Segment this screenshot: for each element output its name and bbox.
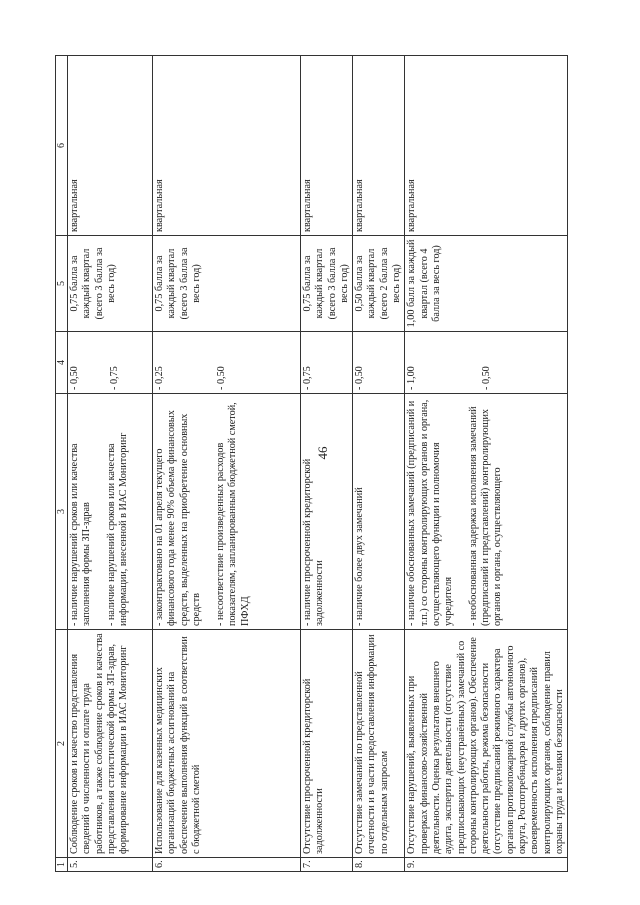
header-col-3: 3 [56, 394, 68, 630]
score-text: 0,50 балла за каждый квартал (всего 2 балла за весь год) [353, 236, 405, 332]
row-number: 6. [153, 858, 301, 872]
table-row [353, 56, 405, 872]
header-col-1: 1 [56, 858, 68, 872]
indicator-text: - наличие нарушений сроков или качества заполнения формы ЗП-здрав [69, 443, 93, 626]
indicator-text: - несоответствие произведенных расходов показателям, запланированным бюджетной сметой, ПФХД [215, 402, 251, 626]
criteria-table [55, 55, 568, 872]
value-text: - 1,00 [406, 366, 418, 390]
value-cell [68, 332, 153, 394]
indicator-cell [405, 394, 568, 630]
header-col-4: 4 [56, 332, 68, 394]
score-text: 0,75 балла за каждый квартал (всего 3 балла за весь год) [68, 236, 153, 332]
indicator-text: - наличие более двух замечаний [353, 394, 405, 630]
row-number: 7. [301, 858, 353, 872]
criterion-text: Отсутствие замечаний по представленной отчетности и в части предоставления информации по отдельным запросам [353, 630, 405, 858]
table-row [153, 56, 301, 872]
criterion-text: Отсутствие нарушений, выявленных при проверках финансово-хозяйственной деятельности. Оценка результатов внешнего аудита, экспертиз деятельности (отсутствие предписывающих (неустранённых) замечаний со стороны контролирующих органов). Обеспечение деятельности работы, режима безопасности (отсутствие предписаний режимного характера органов противопожарной службы автономного округа, Роспотребнадзора и других органов), своевременность исполнения предписаний контролирующих органов, соблюдение правил охраны труда и техники безопасности [405, 630, 568, 858]
period-text: квартальная [353, 56, 405, 236]
row-number: 9. [405, 858, 568, 872]
row-number: 5. [68, 858, 153, 872]
header-col-6: 6 [56, 56, 68, 236]
value-cell [153, 332, 301, 394]
value-text: - 0,25 [154, 366, 165, 390]
criterion-text: Использование для казенных медицинских организаций бюджетных ассигнований на обеспечение выполнения функций в соответствии с бюджетной сметой [153, 630, 301, 858]
indicator-text: - необоснованная задержка исполнения замечаний (предписаний и представлений) контролирующих органов и органа, осуществляющего [467, 406, 504, 626]
criterion-text: Отсутствие просроченной кредиторской задолженности [301, 630, 353, 858]
indicator-cell [153, 394, 301, 630]
indicator-text: - наличие обоснованных замечаний (предписаний и т.п.) со стороны контролирующих органов и органа, осуществляющего функции и полномочия учредителя [406, 399, 455, 626]
indicator-text: - законтрактовано на 01 апреля текущего финансового года менее 90% объема финансовых средств, выделенных на приобретение основных средств [154, 410, 202, 626]
indicator-text: - наличие просроченной кредиторской задолженности [301, 394, 353, 630]
page-number: 46 [315, 446, 330, 460]
rotated-table-container [55, 56, 594, 872]
header-col-5: 5 [56, 236, 68, 332]
table-row [405, 56, 568, 872]
row-number: 8. [353, 858, 405, 872]
value-cell [405, 332, 568, 394]
value-text: - 0,75 [301, 332, 353, 394]
value-text: - 0,50 [69, 366, 80, 390]
criterion-text: Соблюдение сроков и качество представления сведений о численности и оплате труда работников, а также соблюдение сроков и качества представления статистической формы ЗП-здрав, формирование информации в ИАС Мониторинг [68, 630, 153, 858]
period-text: квартальная [405, 56, 568, 236]
value-text: - 0,50 [216, 366, 228, 390]
period-text: квартальная [153, 56, 301, 236]
table-row [68, 56, 153, 872]
value-text: - 0,50 [480, 366, 492, 390]
header-col-2: 2 [56, 630, 68, 858]
indicator-text: - наличие нарушений сроков или качества информации, внесенной в ИАС Мониторинг [105, 432, 129, 626]
period-text: квартальная [301, 56, 353, 236]
score-text: 0,75 балла за каждый квартал (всего 3 балла за весь год) [153, 236, 301, 332]
period-text: квартальная [68, 56, 153, 236]
indicator-cell [68, 394, 153, 630]
header-row [56, 56, 68, 872]
value-text: - 0,50 [353, 332, 405, 394]
value-text: - 0,75 [109, 366, 121, 390]
score-text: 0,75 балла за каждый квартал (всего 3 балла за весь год) [301, 236, 353, 332]
score-text: 1,00 балл за каждый квартал (всего 4 балла за весь год) [405, 236, 568, 332]
table-row [301, 56, 353, 872]
